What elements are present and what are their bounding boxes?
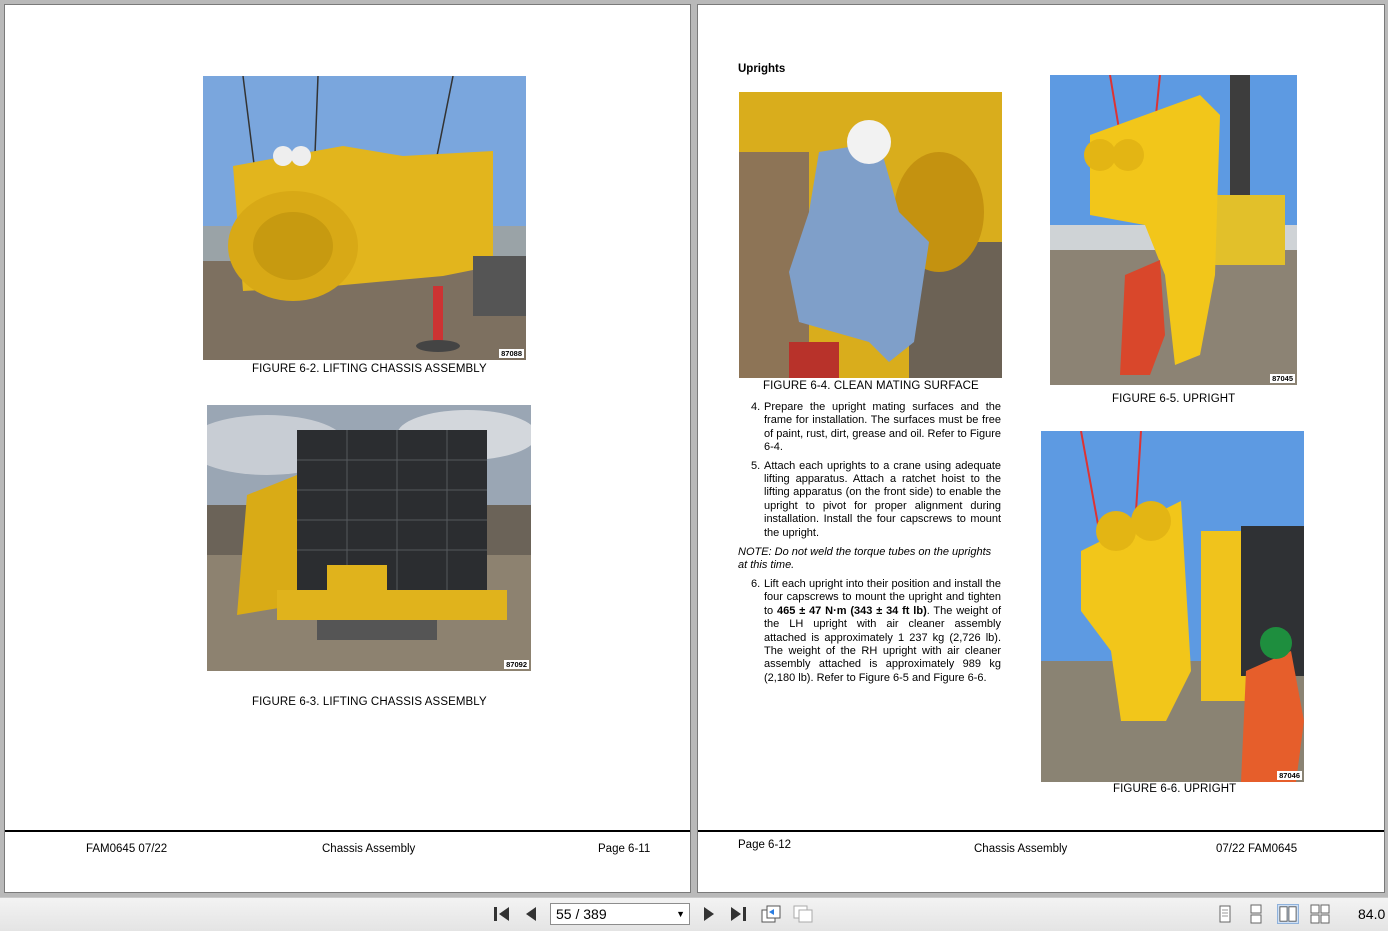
step-number: 6.: [751, 577, 761, 590]
step-text: Attach each uprights to a crane using adequate lifting apparatus. Attach a ratchet hoist to the lifting apparatus (on the front side) to enable the upright to pivot for proper alignment during installation. Install the four capscrews to mount the upright.: [764, 459, 1001, 539]
continuous-view-icon[interactable]: [1245, 904, 1267, 924]
note-text: NOTE: Do not weld the torque tubes on the uprights at this time.: [738, 546, 992, 572]
page-number-input[interactable]: [550, 903, 690, 925]
go-forward-icon[interactable]: [792, 904, 814, 924]
right-document-page: [697, 4, 1385, 893]
section-title: Uprights: [738, 63, 786, 75]
step-text: Prepare the upright mating surfaces and the frame for installation. The surfaces must be free of paint, rust, dirt, grease and oil. Refer to Figure 6-4.: [764, 401, 1001, 454]
figure-number: 87088: [501, 349, 522, 358]
step-number: 4.: [751, 401, 761, 413]
procedure-step: [738, 401, 1001, 455]
figure-6-5-photo: [1050, 75, 1297, 385]
two-page-continuous-view-icon[interactable]: [1309, 904, 1331, 924]
procedure-text: [738, 401, 1001, 690]
footer-title: Chassis Assembly: [322, 843, 416, 855]
two-page-view-icon[interactable]: [1277, 904, 1299, 924]
step-text: Lift each upright into their position and install the four capscrews to mount the upright and tighten to 465 ± 47 N·m (343 ± 34 ft lb). The weight of the LH upright with air cleaner assembly attached is approximately 1 237 kg (2,726 lb). The weight of the RH upright with air cleaner assembly attached is approximately 989 kg (2,180 lb). Refer to Figure 6-5 and Figure 6-6.: [764, 577, 1002, 684]
procedure-step: [738, 460, 1001, 540]
figure-number: 87092: [506, 660, 527, 669]
figure-6-3-photo: [207, 405, 531, 671]
footer-title: Chassis Assembly: [974, 843, 1068, 855]
figure-6-2-photo: [203, 76, 526, 360]
figure-number: 87046: [1279, 771, 1300, 780]
torque-spec: 465 ± 47 N·m (343 ± 34 ft lb): [777, 604, 927, 617]
chevron-down-icon[interactable]: ▼: [676, 909, 685, 919]
figure-6-3-caption: FIGURE 6-3. LIFTING CHASSIS ASSEMBLY: [252, 696, 487, 708]
footer-rule: [698, 830, 1384, 832]
zoom-level[interactable]: 84.0: [1358, 906, 1386, 922]
figure-6-2-caption: FIGURE 6-2. LIFTING CHASSIS ASSEMBLY: [252, 363, 487, 375]
figure-6-6-caption: FIGURE 6-6. UPRIGHT: [1113, 783, 1237, 795]
page-indicator: 55 / 389: [556, 906, 607, 922]
footer-doc-id: FAM0645 07/22: [86, 843, 168, 855]
figure-6-6-photo: [1041, 431, 1304, 782]
figure-6-4-caption: FIGURE 6-4. CLEAN MATING SURFACE: [763, 380, 979, 392]
previous-page-icon[interactable]: [521, 904, 543, 924]
next-page-icon[interactable]: [697, 904, 719, 924]
figure-number: 87045: [1272, 374, 1293, 383]
footer-rule: [5, 830, 690, 832]
procedure-step: [738, 578, 1001, 685]
footer-page-number: Page 6-11: [598, 843, 651, 855]
footer-page-number: Page 6-12: [738, 839, 792, 851]
figure-6-4-photo: [739, 92, 1002, 378]
figure-6-5-caption: FIGURE 6-5. UPRIGHT: [1112, 393, 1236, 405]
step-number: 5.: [751, 459, 761, 472]
single-page-view-icon[interactable]: [1214, 904, 1236, 924]
first-page-icon[interactable]: [491, 904, 513, 924]
left-document-page: [4, 4, 691, 893]
footer-doc-id: 07/22 FAM0645: [1216, 843, 1298, 855]
last-page-icon[interactable]: [727, 904, 749, 924]
viewer-toolbar: [0, 897, 1388, 931]
go-back-icon[interactable]: [760, 904, 782, 924]
